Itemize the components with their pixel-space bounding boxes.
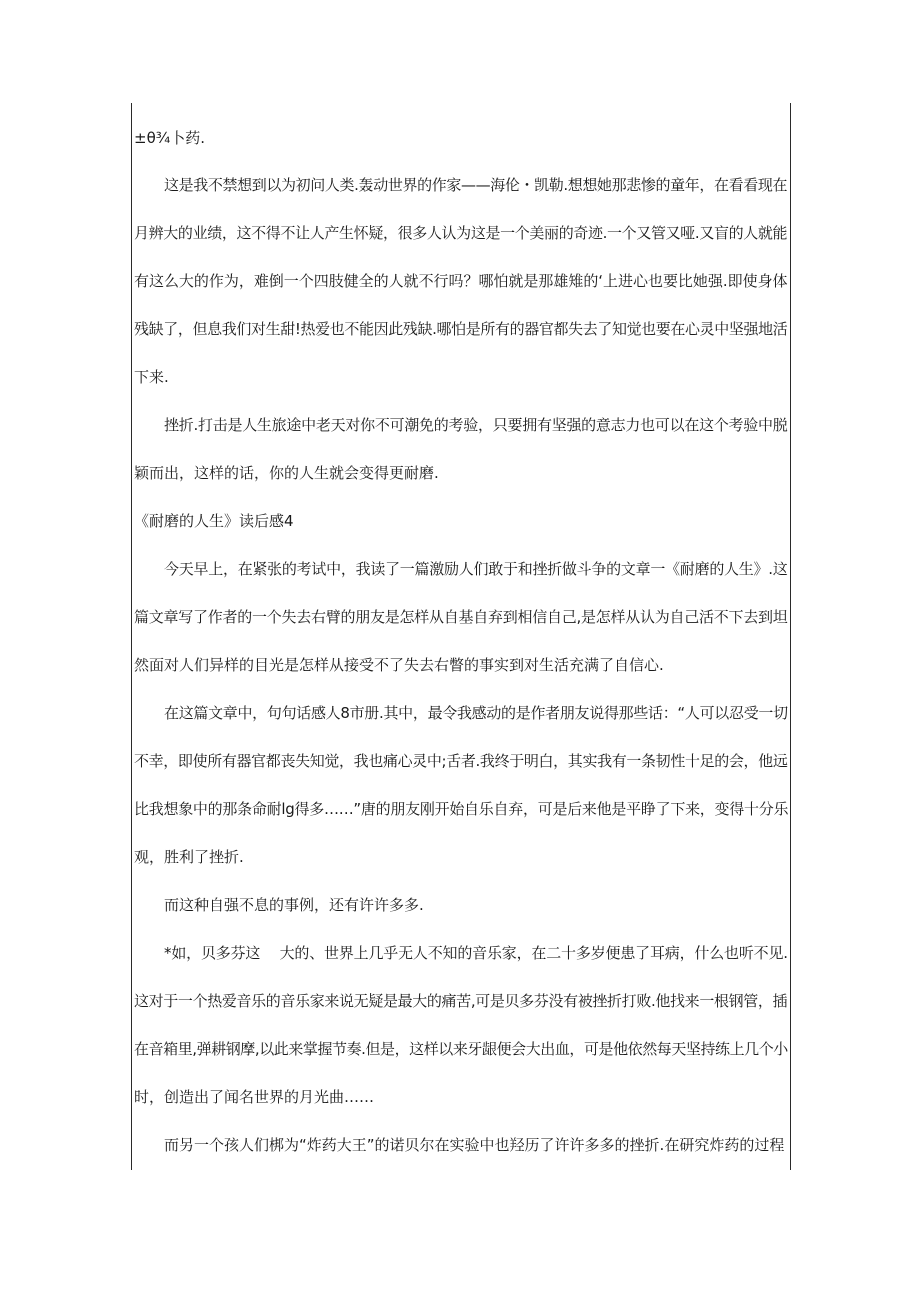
section-heading: 《耐磨的人生》读后感4 [134,512,294,530]
paragraph-line: 不幸，即使所有器官都丧失知觉，我也痛心灵中;舌者.我终于明白，其实我有一条韧性十足的会，他远 [134,752,788,770]
paragraph-line: 在这篇文章中，句句话感人8市册.其中，最令我感动的是作者朋友说得那些话：“人可以忍受一切 [164,704,788,722]
paragraph-line: 残缺了，但息我们对生甜!热爱也不能因此残缺.哪怕是所有的器官都失去了知觉也要在心灵中坚强地活 [134,320,788,338]
paragraph-line: 观，胜利了挫折. [134,848,244,866]
paragraph-line: 有这么大的作为，难倒一个四肢健全的人就不行吗？哪怕就是那雄雉的‘上进心也要比她强.即使身体 [134,272,788,290]
paragraph-line: 这是我不禁想到以为初问人类.轰动世界的作家——海伦・凯勒.想想她那悲惨的童年，在看看现在 [164,176,788,194]
paragraph-line: 在音箱里,弹耕钢摩,以此来掌握节奏.但是，这样以来牙龈便会大出血，可是他依然每天坚持练上几个小 [134,1040,788,1058]
paragraph-line: 月辨大的业绩，这不得不让人产生怀疑，很多人认为这是一个美丽的奇迹.一个又管又哑.又盲的人就能 [134,224,788,242]
page-border-right [790,103,791,1170]
paragraph-line: 挫折.打击是人生旅途中老天对你不可潮免的考验，只要拥有坚强的意志力也可以在这个考验中脱 [164,416,788,434]
paragraph-line: 而这种自强不息的事例，还有许许多多. [164,896,424,914]
text-line: ±θ¾卜药. [134,129,206,147]
paragraph-line: 这对于一个热爱音乐的音乐家来说无疑是最大的痛苦,可是贝多芬没有被挫折打败.他找来一根钢管，插 [134,992,788,1010]
page-border-left [131,103,132,1170]
paragraph-line: 时，创造出了闻名世界的月光曲…… [134,1088,375,1106]
paragraph-line: 下来. [134,368,169,386]
paragraph-line: 篇文章写了作者的一个失去右臂的朋友是怎样从自基自弃到相信自己,是怎样从认为自己活不下去到坦 [134,608,788,626]
paragraph-line: 颖而出，这样的话，你的人生就会变得更耐磨. [134,464,439,482]
paragraph-line: 今天早上，在紧张的考试中，我读了一篇激励人们敢于和挫折做斗争的文章一《耐磨的人生》.这 [164,560,788,578]
paragraph-line: 比我想象中的那条命耐lg得多……”唐的朋友刚开始自乐自弃，可是后来他是平睁了下来，变得十分乐 [134,800,789,818]
paragraph-line: 而另一个孩人们梆为“炸药大王”的诺贝尔在实验中也羟历了许许多多的挫折.在研究炸药的过程 [164,1136,785,1154]
paragraph-line: 然面对人们异样的目光是怎样从接受不了失去右瞥的事实到对生活充满了自信心. [134,656,664,674]
paragraph-line: *如，贝多芬这 大的、世界上几乎无人不知的音乐家，在二十多岁便患了耳病，什么也听不见. [164,944,788,962]
